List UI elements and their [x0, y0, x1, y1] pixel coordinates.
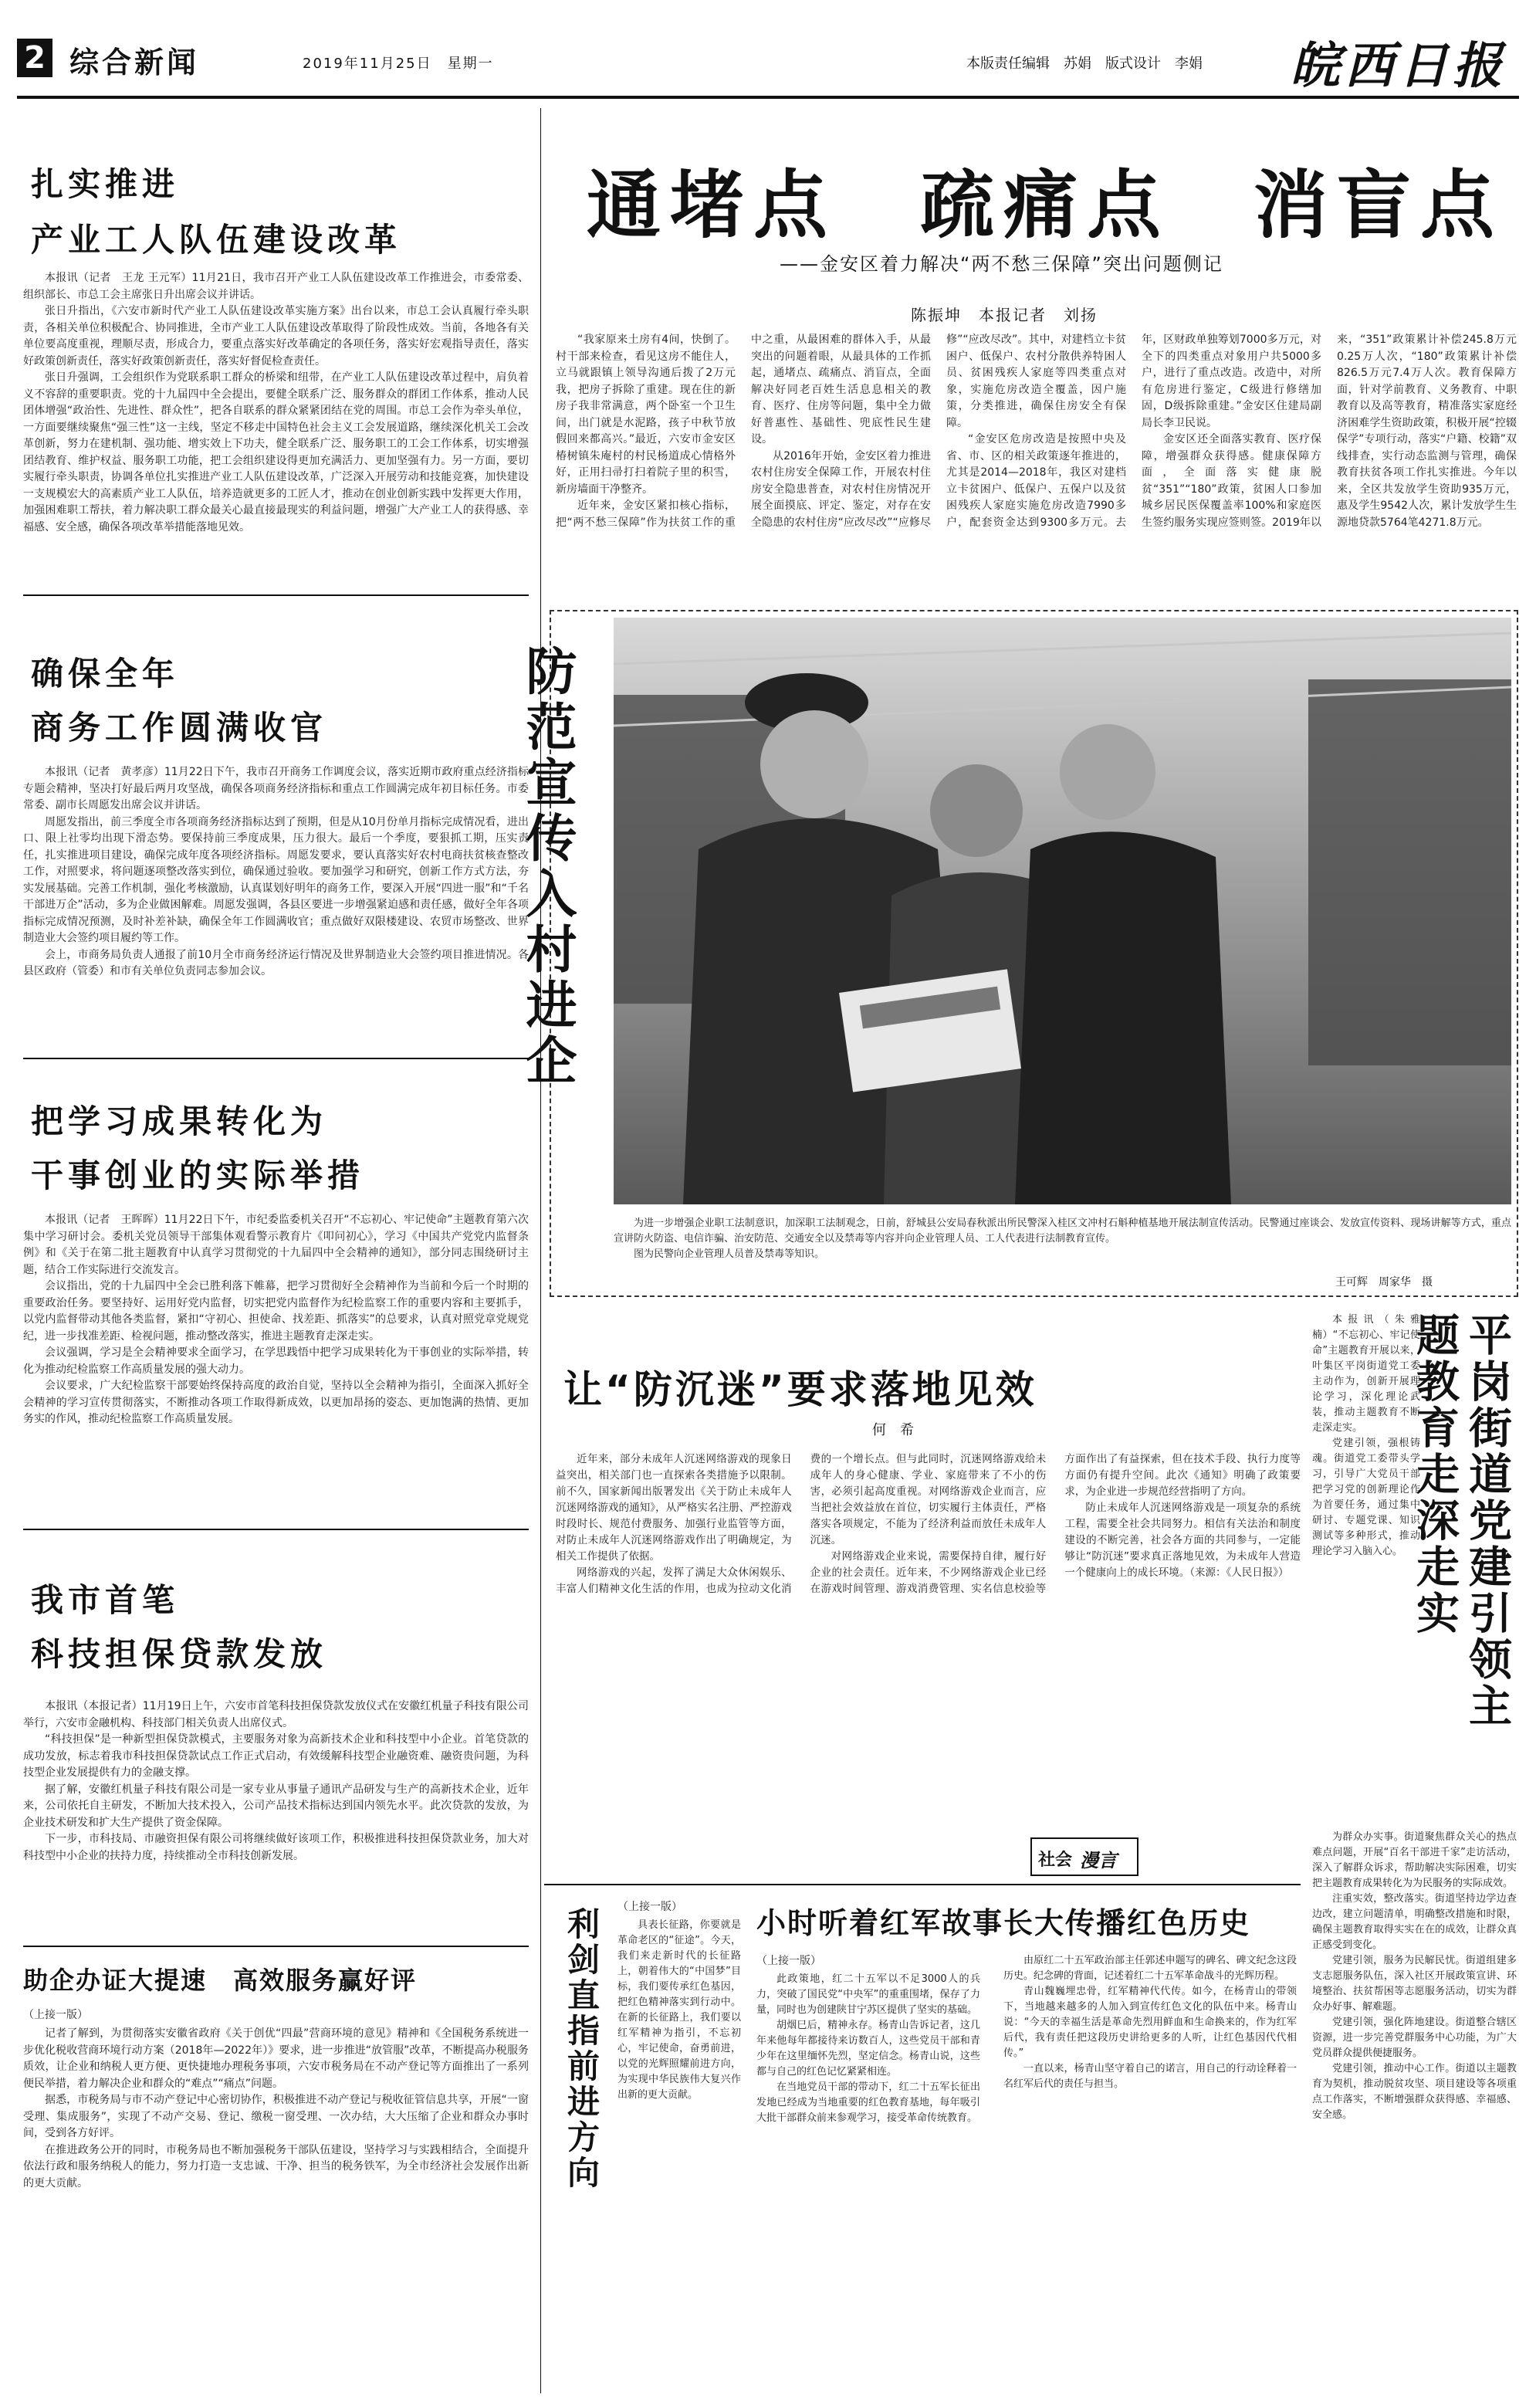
main-story-body: “我家原来土房有4间，快倒了。村干部来检查，看见这房不能住人，立马就跟镇上领导沟通后拨了2万元我，把房子拆除了重建。现在住的新房子我非常满意，两个卧室一个卫生间，出门就是水泥路，孩子中秋节放假回来都高兴。”最近，六安市金安区椿树镇朱庵村的村民杨道成心情格外好，正用扫帚打扫着院子里的积雪，新房墙面干净整齐。 近年来，金安区紧扣核心指标，把“两不愁三保障”作为扶贫工作的重中之重，从最困难的群体入手，从最突出的问题着眼，从最具体的工作抓起，通堵点、疏痛点、消盲点，全面解决好同老百姓生活息息相关的教育、医疗、住房等问题，集中全力做好普惠性、基础性、兜底性民生建设。 从2016年开始，金安区着力推进农村住房安全保障工作，开展农村住房安全隐患普查，对农村住房情况开展全面摸底、评定、鉴定，对存在安全隐患的农村住房“应改尽改”“应修尽修”“应改尽改”。其中，对建档立卡贫困户、低保户、农村分散供养特困人员、贫困残疾人家庭等四类重点对象，实施危房改造全覆盖，因户施策，分类推进，确保住房安全有保障。 “金安区危房改造是按照中央及省、市、区的相关政策逐年推进的，尤其是2014—2018年，我区对建档立卡贫困户、低保户、五保户以及贫困残疾人家庭实施危房改造7990多户，配套资金达到9300多万元。去年，区财政单独筹划7000多万元，对全下的四类重点对象用户共5000多户，进行了重点改造。改造中，对所有危房进行鉴定，C级进行修缮加固，D级拆除重建。”金安区住建局副局长李卫民说。 金安区还全面落实教育、医疗保障，增强群众获得感。健康保障方面，全面落实健康脱贫“351”“180”政策，贫困人口参加城乡居民医保覆盖率100%和家庭医生签约服务实现应签则签。2019年以来，“351”政策累计补偿245.8万元0.25万人次，“180”政策累计补偿826.5万元7.4万人次。教育保障方面，针对学前教育、义务教育、中职教育以及高等教育，精准落实家庭经济困难学生资助政策，积极开展“控辍保学”专项行动，落实“户籍、校籍”双线排查，实行动态监测与管理，确保教育扶贫各项工作扎实推进。今年以来，全区共发放学生资助935万元，惠及学生9542人次，累计发放学生生源地贷款5764笔4271.8万元。 [556, 334, 1517, 529]
cartoon-badge [1030, 1837, 1138, 1876]
article-title: 扎实推进 [31, 165, 180, 203]
page-header [17, 22, 1519, 99]
divider [23, 1058, 529, 1059]
article-title: 干事创业的实际举措 [31, 1157, 365, 1194]
photo-credit: 王可辉 周家华 摄 [1335, 1276, 1433, 1289]
news-photo [614, 618, 1511, 1204]
bottom-mid-body: 此政策地，红二十五军以不足3000人的兵力，突破了国民党“中央军”的重重围堵，保存了力量，同时也为创建陕甘宁苏区提供了坚实的基础。 胡烟巳后，精神永存。杨青山告诉记者，这几年来他每年都接待来访数百人，这些党员干部和青少年在这里缅怀先烈，坚定信念。杨青山说，这些都与自己的红色记忆紧紧相连。 在当地党员干部的带动下，红二十五军长征出发地已经成为当地重要的红色教育基地，每年吸引大批干部群众前来参观学习，接受革命传统教育。 [756, 1973, 980, 2124]
article-title: 我市首笔 [31, 1581, 180, 1619]
divider [23, 594, 529, 596]
continued-from: （上接一版） [756, 1955, 821, 1967]
article-title: 把学习成果转化为 [31, 1102, 328, 1140]
editor-credits: 本版责任编辑 苏娟 版式设计 李娟 [966, 56, 1203, 72]
article-title: 助企办证大提速 高效服务赢好评 [23, 1966, 418, 1995]
main-subheadline: ——金安区着力解决“两不愁三保障”突出问题侧记 [780, 253, 1223, 275]
photo-vertical-title: 防范宣传入村进企 [517, 645, 577, 1089]
continued-from: （上接一版） [617, 1901, 682, 1913]
article-title: 确保全年 [31, 655, 180, 693]
divider [544, 1884, 1301, 1885]
column-divider [540, 108, 541, 2393]
main-byline: 陈振坤 本报记者 刘扬 [911, 306, 1098, 324]
divider [23, 1946, 529, 1947]
photo-caption: 为进一步增强企业职工法制意识，加深职工法制观念，日前，舒城县公安局春秋派出所民警深入桂区文冲村石斛种植基地开展法制宣传活动。民警通过座谈会、发放宣传资料、现场讲解等方式，重点宣讲防火防盗、电信诈骗、治安防范、交通安全以及禁毒等内容并向企业管理人员、工人代表进行法制教育宣传。 图为民警向企业管理人员普及禁毒等知识。 [614, 1218, 1511, 1260]
cartoon-label: 社会 [1038, 1851, 1073, 1870]
side-story-body: 为群众办实事。街道聚焦群众关心的热点难点问题，开展“百名干部进千家”走访活动，深入了解群众诉求，帮助解决实际困难，切实把主题教育成果转化为为民服务的实际成效。 注重实效，整改落实。街道坚持边学边查边改，建立问题清单，明确整改措施和时限，确保主题教育取得实实在在的成效，让群众真正感受到变化。 党建引领，服务为民解民忧。街道组建多支志愿服务队伍，深入社区开展政策宣讲、环境整治、扶贫帮困等志愿服务活动，切实为群众办好事、解难题。 党建引领，强化阵地建设。街道整合辖区资源，进一步完善党群服务中心功能，为广大党员群众提供便捷服务。 党建引领，推动中心工作。街道以主题教育为契机，推动脱贫攻坚、项目建设等各项重点工作落实，不断增强群众获得感、幸福感、安全感。 [1312, 1831, 1517, 2121]
section-title: 综合新闻 [69, 46, 200, 80]
article-body: 本报讯（本报记者）11月19日上午，六安市首笔科技担保贷款发放仪式在安徽红机量子科技有限公司举行，六安市金融机构、科技部门相关负责人出席仪式。 “科技担保”是一种新型担保贷款模式，主要服务对象为高新技术企业和科技型中小企业。首笔贷款的成功发放，标志着我市科技担保贷款试点工作正式启动，有效缓解科技型企业融资难、融资贵问题，为科技型企业发展提供有力的金融支撑。 据了解，安徽红机量子科技有限公司是一家专业从事量子通讯产品研发与生产的高新技术企业，近年来，公司依托自主研发，不断加大技术投入，公司产品技术指标达到国内领先水平。此次贷款的发放，为企业技术研发和扩大生产提供了资金保障。 下一步，市科技局、市融资担保有限公司将继续做好该项工作，积极推进科技担保贷款业务，加大对科技型中小企业的扶持力度，持续推动全市科技创新发展。 [23, 1700, 529, 1862]
bottom-mid-title: 长大传播红色历史 [1003, 1906, 1251, 1940]
page-number: 2 [17, 39, 52, 77]
article-title: 商务工作圆满收官 [31, 709, 328, 747]
divider [23, 1529, 529, 1530]
bottom-left-body: 具表长征路，你要就是革命老区的“征途”。今天，我们来走新时代的长征路上，朝着伟大的“中国梦”目标，我们要传承红色基因，把红色精神落实到行动中。在新的长征路上，我们要以红军精神为指引，不忘初心，牢记使命，奋勇前进，以党的光辉照耀前进方向，为实现中华民族伟大复兴作出新的更大贡献。 [617, 1919, 741, 2101]
article-body: 记者了解到，为贯彻落实安徽省政府《关于创优“四最”营商环境的意见》精神和《全国税务系统进一步优化税收营商环境行动方案（2018年—2022年）》要求，进一步推进“放管服”改革，不断提高办税服务质效，让企业和纳税人更方便、更快捷地办理税务事项，六安市税务局在不动产登记等方面推出了一系列便民举措，着力解决企业和群众的“难点”“痛点”问题。 据悉，市税务局与市不动产登记中心密切协作，积极推进不动产登记与税收征管信息共享，开展“一窗受理、集成服务”，实现了不动产交易、登记、缴税一窗受理、一次办结，大大压缩了企业和群众办事时间，受到各方好评。 在推进政务公开的同时，市税务局也不断加强税务干部队伍建设，坚持学习与实践相结合，全面提升依法行政和服务纳税人的能力，努力打造一支忠诚、干净、担当的税务铁军，为全市经济社会发展作出新的更大贡献。 [23, 2027, 529, 2190]
side-story-title: 平岗街道党建引领主题教育走深走实 [1409, 1312, 1512, 1729]
article-title: 产业工人队伍建设改革 [31, 221, 402, 259]
bottom-left-title: 利剑直指前进方向 [563, 1907, 601, 2191]
cartoon-label: 漫言 [1080, 1849, 1117, 1871]
photo-illustration [614, 618, 1511, 1204]
commentary-author: 何 希 [872, 1422, 914, 1438]
bottom-mid-title: 小时听着红军故事 [756, 1906, 1004, 1940]
left-column [23, 108, 533, 2393]
main-headline: 通堵点 疏痛点 消盲点 [587, 162, 1504, 249]
side-story-body: 本报讯（朱雅楠）“不忘初心、牢记使命”主题教育开展以来，叶集区平岗街道党工委主动作为，创新开展理论学习，深化理论武装，推动主题教育不断走深走实。 党建引领，强根铸魂。街道党工委带头学习，引导广大党员干部把学习党的创新理论作为首要任务，通过集中研讨、专题党课、知识测试等多种形式，推动理论学习入脑入心。 [1312, 1314, 1420, 1557]
issue-date: 2019年11月25日 星期一 [303, 56, 494, 72]
commentary-body: 近年来，部分未成年人沉迷网络游戏的现象日益突出，相关部门也一直探索各类措施予以限制。前不久，国家新闻出版署发出《关于防止未成年人沉迷网络游戏的通知》，从严格实名注册、严控游戏时段时长、规范付费服务、加强行业监管等方面，对防止未成年人沉迷网络游戏作出了明确规定，为相关工作提供了依据。 网络游戏的兴起，发挥了满足大众休闲娱乐、丰富人们精神文化生活的作用，也成为拉动文化消费的一个增长点。但与此同时，沉迷网络游戏给未成年人的身心健康、学业、家庭带来了不小的伤害，必须引起高度重视。对网络游戏企业而言，应当把社会效益放在首位，切实履行主体责任，严格落实各项规定，不能为了经济利益而放任未成年人沉迷。 对网络游戏企业来说，需要保持自律，履行好企业的社会责任。近年来，不少网络游戏企业已经在游戏时间管理、游戏消费管理、实名信息校验等方面作出了有益探索，但在技术手段、执行力度等方面仍有提升空间。此次《通知》明确了政策要求，为企业进一步规范经营指明了方向。 防止未成年人沉迷网络游戏是一项复杂的系统工程，需要全社会共同努力。相信有关法治和制度建设的不断完善，社会各方面的共同参与，一定能够让“防沉迷”要求真正落地见效，为未成年人营造一个健康向上的成长环境。（来源：《人民日报》） [556, 1453, 1301, 1595]
article-title: 科技担保贷款发放 [31, 1635, 328, 1673]
article-body: 本报讯（记者 黄孝彦）11月22日下午，我市召开商务工作调度会议，落实近期市政府重点经济指标专题会精神，坚决打好最后两月攻坚战，确保各项商务经济指标和重点工作圆满完成年初目标任务。市委常委、副市长周愿发出席会议并讲话。 周愿发指出，前三季度全市各项商务经济指标达到了预期，但是从10月份单月指标完成情况看，进出口、限上社零均出现下滑态势。要保持前三季度成果，压力很大。最后一个季度，要狠抓工期，压实责任，扎实推进项目建设，确保完成年度各项经济指标。周愿发要求，要认真落实好农村电商扶贫核查整改工作，对照要求，将问题逐项整改落实到位，确保通过验收。要加强学习和研究，创新工作方式方法，夯实发展基础。完善工作机制，强化考核激励，认真谋划好明年的商务工作，要深入开展“四进一服”和“千名干部进万企”活动，多为企业做困解难。周愿发强调，各县区要进一步增强紧迫感和责任感，做好全年各项指标完成情况预测，及时补差补缺，确保全年工作圆满收官；重点做好双限楼建设、农贸市场整改、世界制造业大会签约项目履约等工作。 会上，市商务局负责人通报了前10月全市商务经济运行情况及世界制造业大会签约项目推进情况。各县区政府（管委）和市有关单位负责同志参加会议。 [23, 766, 529, 977]
masthead-logo: 皖西日报 [1291, 37, 1507, 95]
continued-from: （上接一版） [23, 2009, 88, 2021]
article-body: 本报讯（记者 王龙 王元军）11月21日，我市召开产业工人队伍建设改革工作推进会，市委常委、组织部长、市总工会主席张日升出席会议并讲话。 张日升指出，《六安市新时代产业工人队伍建设改革实施方案》出台以来，市总工会认真履行牵头职责，各相关单位积极配合、协同推进，全市产业工人队伍建设改革取得了阶段性成效。当前，各地各有关单位要高度重视，理顺尽责，形成合力，要重点落实好改革确定的各项任务，落实好宏观指导责任，落实好政策创新责任，落实好政策创新责任，落实好督促检查责任。 张日升强调，工会组织作为党联系职工群众的桥梁和纽带，在产业工人队伍建设改革过程中，肩负着义不容辞的重要职责。党的十九届四中全会提出，要健全联系广泛、服务群众的群团工作体系，推动人民团体增强“政治性、先进性、群众性”，把各自联系的群众紧紧团结在党的周围。市总工会作为牵头单位，一方面要继续聚焦“强三性”这一主线，坚定不移走中国特色社会主义工会发展道路，继续深化机关工会改革创新，努力在建机制、强功能、增实效上下功夫，健全联系广泛、服务职工的工会工作体系，切实增强团结教育、维护权益、服务职工功能，把工会组织建设得更加充满活力、更加坚强有力。另一方面，要切实履行牵头职责，协调各单位扎实推进产业工人队伍建设改革，广泛深入开展劳动和技能竞赛，加快建设一支规模宏大的高素质产业工人队伍，培养造就更多的工匠人才，推动在创业创新实践中发挥更大作用，加强困难职工帮扶，着力解决职工群众最关心最直接最现实的利益问题，增强广大产业工人的获得感、幸福感、安全感，确保各项改革举措能落地见效。 [23, 272, 529, 533]
article-body: 本报讯（记者 王晖晖）11月22日下午，市纪委监委机关召开“不忘初心、牢记使命”主题教育第六次集中学习研讨会。委机关党员领导干部集体观看警示教育片《叩问初心》，学习《中国共产党党内监督条例》和《关于在第二批主题教育中认真学习贯彻党的十九届四中全会精神的通知》，部分同志围绕研讨主题，结合工作实际进行交流发言。 会议指出，党的十九届四中全会已胜利落下帷幕，把学习贯彻好全会精神作为当前和今后一个时期的重要政治任务。要坚持好、运用好党内监督，切实把党内监督作为纪检监察工作的重要内容和主要抓手，以党内监督带动其他各类监督，紧扣“守初心、担使命、找差距、抓落实”的总要求，认真对照党章党规党纪，进一步找准差距、检视问题，推动整改落实，推进主题教育走深走实。 会议强调，学习是全会精神要求全面学习，在学思践悟中把学习成果转化为干事创业的实际举措，转化为推动纪检监察工作高质量发展的强大动力。 会议要求，广大纪检监察干部要始终保持高度的政治自觉，坚持以全会精神为指引，全面深入抓好全会精神的学习宣传贯彻落实，不断推动各项工作取得新成效，以更加昂扬的姿态、更加饱满的热情、更加务实的作风，推动纪检监察工作高质量发展。 [23, 1214, 529, 1425]
commentary-title: 让“防沉迷”要求落地见效 [563, 1367, 1037, 1412]
bottom-mid-body: 由原红二十五军政治部主任郭述申题写的碑名、碑文纪念这段历史。纪念碑的背面，记述着红二十五军革命战斗的光辉历程。 青山魏巍埋忠骨，红军精神代代传。如今，在杨青山的带领下，当地越来越多的人加入到宣传红色文化的队伍中来。杨青山说：“今天的幸福生活是革命先烈用鲜血和生命换来的，作为红军后代，我有责任把这段历史讲给更多的人听，让红色基因代代相传。” 一直以来，杨青山坚守着自己的诺言，用自己的行动诠释着一名红军后代的责任与担当。 [1003, 1955, 1297, 2090]
